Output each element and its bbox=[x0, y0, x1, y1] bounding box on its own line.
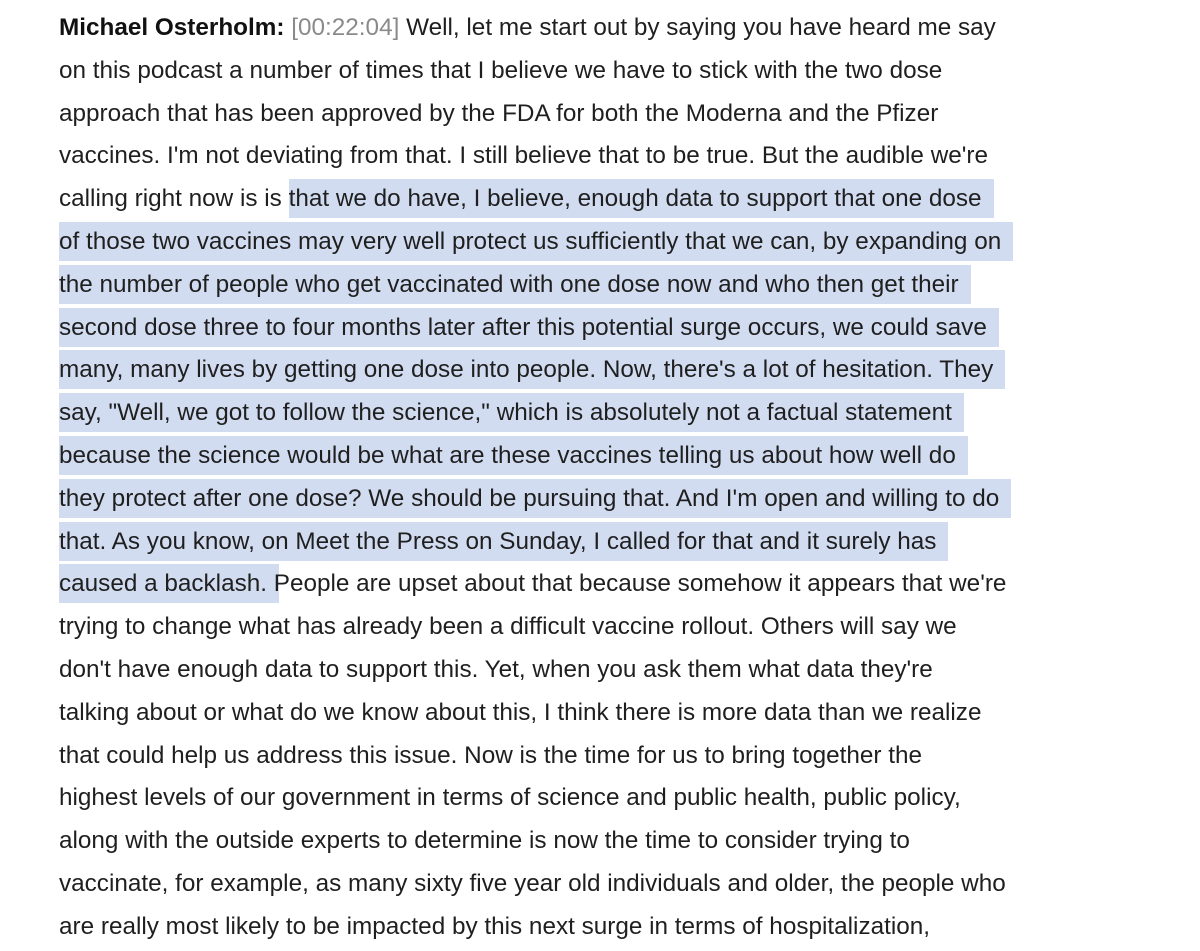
transcript-line bbox=[59, 563, 1129, 606]
transcript-text: vaccines. I'm not deviating from that. I still believe that to be true. But the audible we're bbox=[59, 142, 989, 170]
selected-text[interactable]: second dose three to four months later after this potential surge occurs, we could save bbox=[59, 308, 999, 347]
transcript-text: calling right now is is bbox=[59, 185, 289, 213]
transcript-line bbox=[59, 7, 1129, 50]
transcript-text: approach that has been approved by the FDA for both the Moderna and the Pfizer bbox=[59, 99, 939, 127]
selected-text[interactable]: caused a backlash. bbox=[59, 564, 279, 603]
selected-text[interactable]: that we do have, I believe, enough data to support that one dose bbox=[289, 179, 994, 218]
transcript-line bbox=[59, 50, 1129, 93]
transcript-text: are really most likely to be impacted by this next surge in terms of hospitalization, bbox=[59, 912, 931, 940]
selected-text[interactable]: they protect after one dose? We should be pursuing that. And I'm open and willing to do bbox=[59, 479, 1011, 518]
transcript-text: talking about or what do we know about this, I think there is more data than we realize bbox=[59, 698, 982, 726]
selected-text[interactable]: because the science would be what are these vaccines telling us about how well do bbox=[59, 436, 968, 475]
transcript-paragraph bbox=[59, 7, 1129, 949]
transcript-line bbox=[59, 307, 1129, 350]
transcript-line bbox=[59, 906, 1129, 949]
transcript-line bbox=[59, 93, 1129, 136]
transcript-line bbox=[59, 349, 1129, 392]
transcript-text: highest levels of our government in terms of science and public health, public policy, bbox=[59, 784, 961, 812]
transcript-line bbox=[59, 435, 1129, 478]
transcript-line bbox=[59, 777, 1129, 820]
transcript-line bbox=[59, 392, 1129, 435]
transcript-text: that could help us address this issue. Now is the time for us to bring together the bbox=[59, 741, 923, 769]
selected-text[interactable]: say, "Well, we got to follow the science," which is absolutely not a factual statement bbox=[59, 393, 964, 432]
transcript-line bbox=[59, 606, 1129, 649]
transcript-line bbox=[59, 863, 1129, 906]
transcript-line bbox=[59, 135, 1129, 178]
transcript-line bbox=[59, 521, 1129, 564]
selected-text[interactable]: of those two vaccines may very well protect us sufficiently that we can, by expanding on bbox=[59, 222, 1013, 261]
transcript-text: on this podcast a number of times that I believe we have to stick with the two dose bbox=[59, 56, 943, 84]
transcript-text: along with the outside experts to determine is now the time to consider trying to bbox=[59, 827, 910, 855]
timestamp[interactable]: [00:22:04] bbox=[291, 14, 400, 41]
transcript-line bbox=[59, 820, 1129, 863]
transcript-line bbox=[59, 649, 1129, 692]
transcript-text: don't have enough data to support this. Yet, when you ask them what data they're bbox=[59, 655, 933, 683]
transcript-text: trying to change what has already been a difficult vaccine rollout. Others will say we bbox=[59, 613, 957, 641]
transcript-line bbox=[59, 478, 1129, 521]
transcript-line bbox=[59, 264, 1129, 307]
transcript-line bbox=[59, 735, 1129, 778]
transcript-text: Well, let me start out by saying you have heard me say bbox=[406, 14, 996, 41]
selected-text[interactable]: many, many lives by getting one dose into people. Now, there's a lot of hesitation. They bbox=[59, 350, 1005, 389]
transcript-line bbox=[59, 221, 1129, 264]
speaker-name: Michael Osterholm: bbox=[59, 14, 285, 41]
transcript-text: vaccinate, for example, as many sixty five year old individuals and older, the people who bbox=[59, 869, 1006, 897]
selected-text[interactable]: that. As you know, on Meet the Press on Sunday, I called for that and it surely has bbox=[59, 522, 948, 561]
transcript-line bbox=[59, 692, 1129, 735]
transcript-text: People are upset about that because somehow it appears that we're bbox=[267, 570, 1007, 598]
selected-text[interactable]: the number of people who get vaccinated with one dose now and who then get their bbox=[59, 265, 971, 304]
transcript-line bbox=[59, 178, 1129, 221]
